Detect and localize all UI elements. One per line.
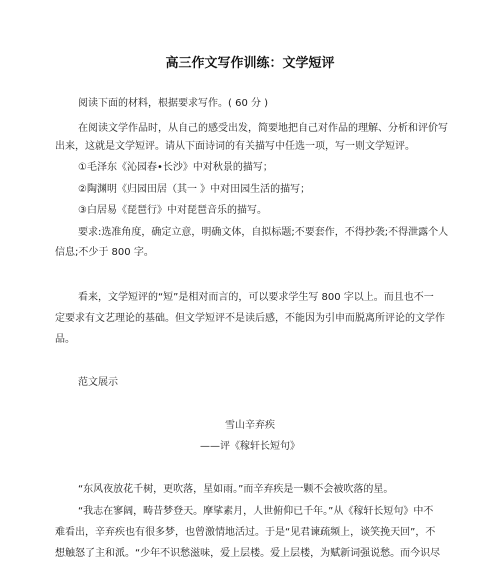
option-item: ①毛泽东《沁园春•长沙》中对秋景的描写； <box>78 162 273 173</box>
document-title: 高三作文写作训练：文学短评 <box>165 56 335 71</box>
requirement-line: 要求:选准角度，确定立意，明确文体，自拟标题;不要套作，不得抄袭;不得泄露个人 <box>78 227 449 238</box>
essay-line: 想触怒了主和派。“少年不识愁滋味，爱上层楼。爱上层楼，为赋新词强说愁。而今识尽 <box>55 548 441 559</box>
paragraph-line: 品。 <box>55 334 75 345</box>
essay-line: “我志在寥阔，畴昔梦登天。摩挲素月，人世俯仰已千年。”从《稼轩长短句》中不 <box>78 506 434 517</box>
option-item: ②陶渊明《归园田居（其一 》中对田园生活的描写； <box>78 184 311 195</box>
essay-line: 难看出，辛弃疾也有很多梦，也曾激情地活过。于是“见君谏疏频上，谈笑挽天回”，不 <box>55 527 436 538</box>
paragraph-line: 看来，文学短评的“短”是相对而言的，可以要求学生写 800 字以上。而且也不一 <box>78 292 434 303</box>
requirement-line: 信息;不少于 800 字。 <box>55 247 154 258</box>
essay-subtitle: ——评《稼轩长短句》 <box>200 441 300 452</box>
paragraph-line: 出来，这就是文学短评。请从下面诗词的有关描写中任选一项，写一则文学短评。 <box>55 141 415 152</box>
section-heading: 范文展示 <box>78 377 118 388</box>
paragraph-line: 定要求有文艺理论的基础。但文学短评不是读后感，不能因为引申而脱离所评论的文学作 <box>55 313 445 324</box>
instruction-line: 阅读下面的材料，根据要求写作。( 60 分 ) <box>78 98 269 109</box>
essay-title: 雪山辛弃疾 <box>225 420 275 431</box>
option-item: ③白居易《琵琶行》中对琵琶音乐的描写。 <box>78 205 267 216</box>
paragraph-line: 在阅读文学作品时，从自己的感受出发，简要地把自己对作品的理解、分析和评价写 <box>78 123 448 134</box>
essay-line: “东风夜放花千树，更吹落，星如雨。”而辛弃疾是一颗不会被吹落的星。 <box>78 484 394 495</box>
